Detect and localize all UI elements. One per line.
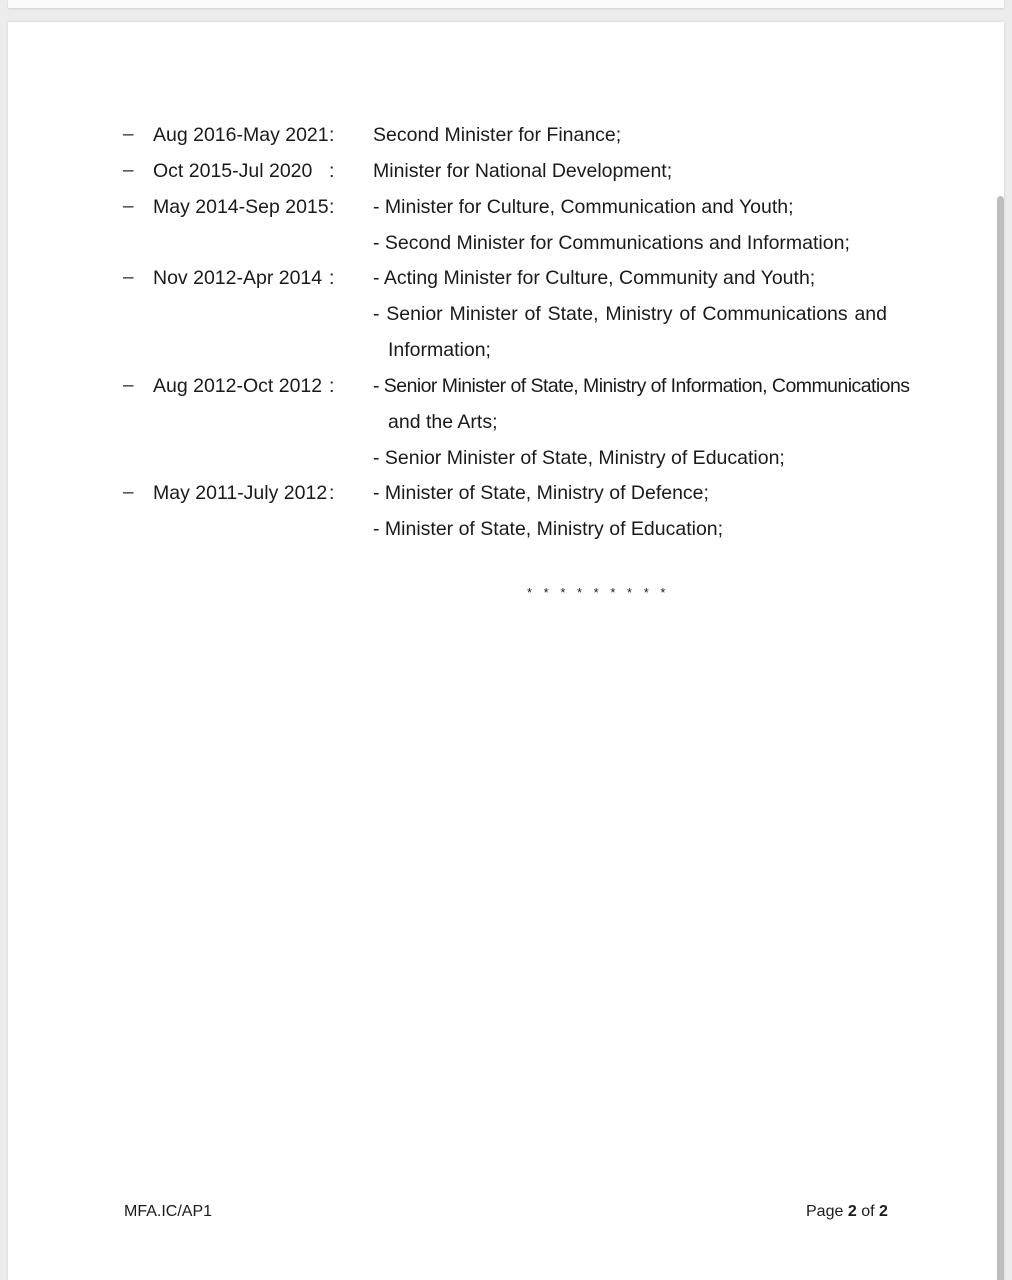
entry-dash: –	[123, 482, 134, 503]
appointment-line: - Minister of State, Ministry of Defence;	[373, 482, 709, 504]
page-total: 2	[878, 1203, 888, 1220]
entry-dash: –	[123, 124, 134, 145]
appointment-line: - Second Minister for Communications and Information;	[373, 232, 850, 254]
entry-dash: –	[123, 375, 134, 396]
appointment-line: - Senior Minister of State, Ministry of Information, Communications	[373, 375, 910, 397]
entry-date: Oct 2015-Jul 2020	[153, 160, 313, 182]
entry-dash: –	[123, 196, 134, 217]
entry-date: May 2011-July 2012	[153, 482, 328, 504]
appointment-line: - Minister of State, Ministry of Education;	[373, 518, 724, 540]
document-reference: MFA.IC/AP1	[124, 1203, 213, 1220]
appointment-line: - Senior Minister of State, Ministry of Communications and	[373, 303, 887, 325]
entry-colon: :	[329, 482, 335, 504]
entry-colon: :	[329, 267, 335, 289]
appointment-line: - Senior Minister of State, Ministry of Education;	[373, 447, 785, 469]
entry-colon: :	[329, 160, 335, 182]
entry-date: Nov 2012-Apr 2014	[153, 267, 323, 289]
appointment-line-continuation: Information;	[388, 339, 491, 361]
entry-colon: :	[329, 375, 335, 397]
page-of: of	[861, 1203, 875, 1220]
appointment-line: Minister for National Development;	[373, 160, 673, 182]
entry-colon: :	[329, 124, 335, 146]
entry-dash: –	[123, 267, 134, 288]
vertical-scrollbar[interactable]	[997, 196, 1004, 1280]
entry-date: Aug 2016-May 2021	[153, 124, 329, 146]
page-current: 2	[847, 1203, 857, 1220]
entry-dash: –	[123, 160, 134, 181]
appointment-line-continuation: and the Arts;	[388, 411, 498, 433]
appointment-line: - Acting Minister for Culture, Community and Youth;	[373, 267, 816, 289]
page-number	[806, 1202, 888, 1222]
entry-date: May 2014-Sep 2015	[153, 196, 329, 218]
previous-page-edge	[8, 0, 1004, 8]
entry-colon: :	[329, 196, 335, 218]
entry-date: Aug 2012-Oct 2012	[153, 375, 323, 397]
appointment-line: - Minister for Culture, Communication and Youth;	[373, 196, 794, 218]
page-prefix: Page	[806, 1203, 844, 1220]
appointment-line: Second Minister for Finance;	[373, 124, 622, 146]
section-separator: * * * * * * * * *	[527, 585, 670, 600]
